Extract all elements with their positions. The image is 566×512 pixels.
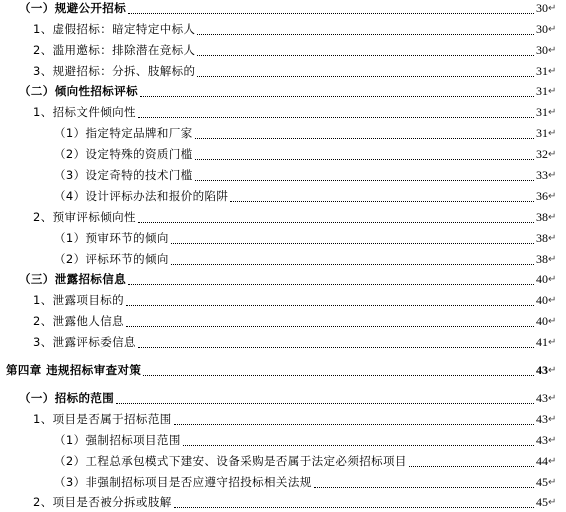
paragraph-mark-icon: ↵ [548,2,557,14]
dot-leader [314,486,534,488]
dot-leader [197,75,534,77]
toc-entry-title: （1）指定特定品牌和厂家 [54,126,193,140]
toc-entry-title: 第四章 违规招标审查对策 [6,363,142,377]
toc-entry-title: 3、泄露评标委信息 [33,335,136,349]
paragraph-mark-icon: ↵ [548,294,557,306]
toc-entry-page: 33 [536,167,548,182]
paragraph-mark-icon: ↵ [548,476,557,488]
toc-entry-page: 32 [536,146,548,161]
toc-entry[interactable] [0,186,566,206]
paragraph-mark-icon: ↵ [548,496,557,508]
toc-entry-title: 3、规避招标：分拆、肢解标的 [33,64,196,78]
toc-entry[interactable] [0,472,566,492]
paragraph-mark-icon: ↵ [548,315,557,327]
toc-entry[interactable] [0,290,566,310]
dot-leader [138,116,534,118]
dot-leader [197,54,534,56]
toc-entry-title: 1、虚假招标：暗定特定中标人 [33,22,196,36]
toc-entry-page: 41 [536,334,548,349]
paragraph-mark-icon: ↵ [548,211,557,223]
paragraph-mark-icon: ↵ [548,336,557,348]
toc-entry[interactable] [0,269,566,289]
toc-entry-page: 30 [536,42,548,57]
toc-entry-page: 31 [536,125,548,140]
toc-entry[interactable] [0,451,566,471]
toc-entry[interactable] [0,249,566,269]
toc-entry-page: 36 [536,188,548,203]
dot-leader [140,95,534,97]
toc-entry-page: 43 [536,411,548,426]
toc-entry-page: 43 [536,390,548,405]
toc-entry-title: （1）强制招标项目范围 [54,433,181,447]
toc-entry-title: 1、泄露项目标的 [33,293,125,307]
toc-chapter-entry[interactable] [0,360,566,380]
toc-entry-title: （1）预审环节的倾向 [54,231,169,245]
toc-entry-page: 43 [536,432,548,447]
toc-entry-page: 30 [536,0,548,15]
paragraph-mark-icon: ↵ [548,85,557,97]
paragraph-mark-icon: ↵ [548,364,557,376]
paragraph-mark-icon: ↵ [548,273,557,285]
toc-entry[interactable] [0,40,566,60]
toc-entry[interactable] [0,144,566,164]
dot-leader [195,179,534,181]
dot-leader [195,137,534,139]
toc-entry-page: 45 [536,474,548,489]
toc-entry-page: 38 [536,251,548,266]
dot-leader [230,200,534,202]
paragraph-mark-icon: ↵ [548,232,557,244]
toc-entry[interactable] [0,0,566,18]
toc-entry[interactable] [0,311,566,331]
toc-entry[interactable] [0,19,566,39]
toc-entry[interactable] [0,123,566,143]
toc-entry-title: 2、预审评标倾向性 [33,210,136,224]
toc-entry-page: 44 [536,453,548,468]
dot-leader [128,12,534,14]
toc-entry-title: （2）评标环节的倾向 [54,252,169,266]
paragraph-mark-icon: ↵ [548,44,557,56]
toc-entry-title: 1、招标文件倾向性 [33,105,136,119]
toc-entry[interactable] [0,388,566,408]
paragraph-mark-icon: ↵ [548,127,557,139]
toc-entry-page: 31 [536,104,548,119]
toc-entry-page: 31 [536,83,548,98]
toc-entry-title: （二）倾向性招标评标 [19,84,138,98]
toc-entry-title: 2、泄露他人信息 [33,314,125,328]
toc-entry-title: （3）设定奇特的技术门槛 [54,168,193,182]
paragraph-mark-icon: ↵ [548,253,557,265]
toc-entry[interactable] [0,207,566,227]
toc-entry-title: 2、滥用邀标：排除潜在竞标人 [33,43,196,57]
paragraph-mark-icon: ↵ [548,413,557,425]
toc-entry-page: 31 [536,63,548,78]
toc-entry-title: 1、项目是否属于招标范围 [33,412,172,426]
toc-entry-page: 38 [536,230,548,245]
toc-entry[interactable] [0,102,566,122]
toc-entry[interactable] [0,409,566,429]
dot-leader [138,221,534,223]
toc-entry-title: （一）招标的范围 [19,391,115,405]
paragraph-mark-icon: ↵ [548,148,557,160]
toc-entry[interactable] [0,492,566,512]
dot-leader [138,346,534,348]
toc-entry-title: （4）设计评标办法和报价的陷阱 [54,189,229,203]
toc-entry-title: （2）工程总承包模式下建安、设备采购是否属于法定必须招标项目 [54,454,407,468]
toc-entry[interactable] [0,228,566,248]
dot-leader [171,263,534,265]
toc-entry-title: （一）规避公开招标 [19,1,127,15]
dot-leader [116,402,534,404]
paragraph-mark-icon: ↵ [548,434,557,446]
paragraph-mark-icon: ↵ [548,106,557,118]
toc-entry-page: 45 [536,494,548,509]
toc-entry[interactable] [0,430,566,450]
toc-entry-page: 40 [536,292,548,307]
dot-leader [171,242,534,244]
toc-entry-title: （3）非强制招标项目是否应遵守招投标相关法规 [54,475,312,489]
dot-leader [409,465,534,467]
paragraph-mark-icon: ↵ [548,169,557,181]
toc-entry-title: （三）泄露招标信息 [19,272,127,286]
dot-leader [128,283,534,285]
paragraph-mark-icon: ↵ [548,392,557,404]
toc-entry[interactable] [0,165,566,185]
paragraph-mark-icon: ↵ [548,190,557,202]
dot-leader [195,158,534,160]
dot-leader [197,33,534,35]
toc-entry-page: 38 [536,209,548,224]
toc-entry-title: 2、项目是否被分拆或肢解 [33,495,172,509]
toc-entry-page: 40 [536,271,548,286]
dot-leader [126,325,534,327]
toc-entry-page: 40 [536,313,548,328]
paragraph-mark-icon: ↵ [548,65,557,77]
paragraph-mark-icon: ↵ [548,455,557,467]
toc-entry[interactable] [0,61,566,81]
toc-entry-page: 30 [536,21,548,36]
toc-entry-page: 43 [536,362,548,377]
toc-entry-title: （2）设定特殊的资质门槛 [54,147,193,161]
dot-leader [126,304,534,306]
dot-leader [183,444,534,446]
paragraph-mark-icon: ↵ [548,23,557,35]
dot-leader [143,374,534,376]
dot-leader [174,506,534,508]
toc-entry[interactable] [0,332,566,352]
dot-leader [174,423,534,425]
toc-entry[interactable] [0,81,566,101]
